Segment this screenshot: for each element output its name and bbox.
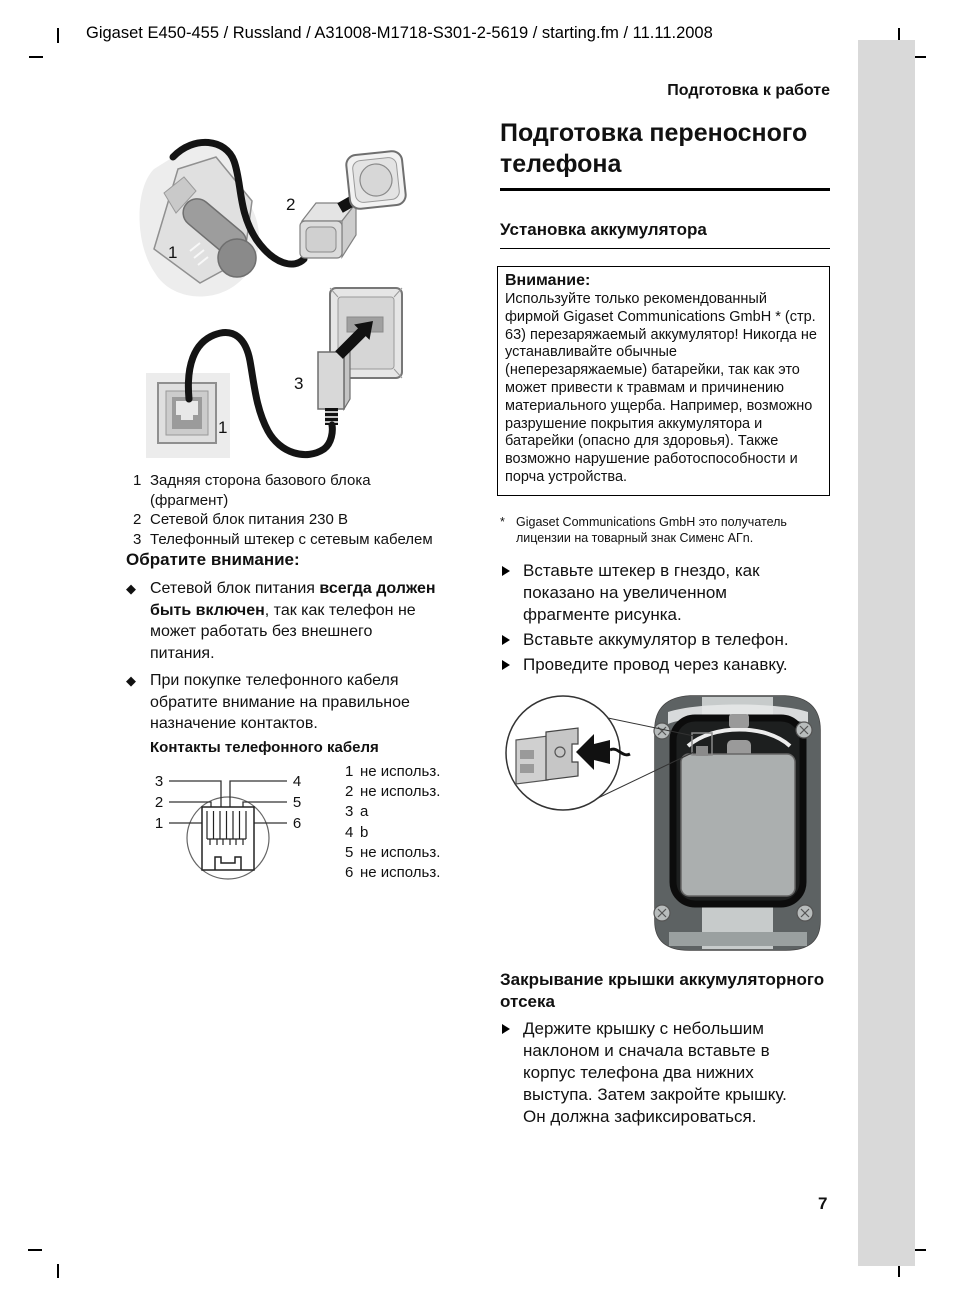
footnote-marker: * — [500, 515, 505, 529]
running-head: Подготовка к работе — [667, 82, 830, 99]
figure-label-base: 1 — [168, 243, 178, 262]
figure-label-adapter: 2 — [286, 195, 296, 214]
pin-label: 6 — [292, 815, 302, 832]
caption-text: Задняя сторона базового блока — [150, 472, 371, 489]
crop-mark — [57, 28, 59, 43]
phone-plug — [318, 345, 350, 425]
page-title: Подготовка переносного телефона — [500, 118, 830, 191]
legend-row — [345, 762, 460, 782]
closing-heading: Закрывание крышки аккумуляторного отсека — [500, 970, 825, 1011]
legend-text: не использ. — [360, 783, 441, 801]
note-text: , так как телефон не может работать без внешнего питания. — [150, 601, 416, 662]
footnote-text: Gigaset Communications GmbH это получатель лицензии на товарный знак Сименс АГn. — [516, 515, 787, 545]
legend-row — [345, 843, 460, 863]
caption-number: 2 — [133, 511, 142, 529]
pin-section-heading: Контакты телефонного кабеля — [150, 739, 379, 756]
figure-label-jack: 1 — [218, 418, 228, 437]
legend-text: не использ. — [360, 763, 441, 780]
warning-text: Используйте только рекомендованный фирмой Gigaset Communications GmbH * (стр. 63) перезаряжаемый аккумулятор! Никогда не устанавливайте обычные (неперезаряжаемые) батарейки, так как это может привести к травмам и причинению материального ущерба. Например, возможно разрушение покрытия аккумулятора и батарейки (опасно для здоровья). Также возможно нарушение работоспособности и порча устройства. — [505, 291, 817, 485]
note-text: При покупке телефонного кабеля обратите внимание на правильное назначение контактов. — [150, 672, 410, 732]
legend-row — [345, 863, 460, 883]
caption-number: 3 — [133, 530, 142, 548]
note-text: Сетевой блок питания — [150, 580, 320, 597]
triangle-bullet-icon — [502, 635, 510, 645]
caption-number: 1 — [133, 472, 142, 489]
warning-title: Внимание: — [505, 272, 591, 289]
pin-legend — [345, 762, 460, 883]
connection-figure-svg — [126, 131, 456, 469]
legend-row — [345, 782, 460, 802]
crop-mark — [29, 56, 43, 58]
legend-num: 5 — [345, 843, 354, 861]
caption-text: Телефонный штекер с сетевым кабелем — [150, 530, 433, 548]
rj-jack — [202, 807, 254, 870]
base-station-fragment — [139, 142, 304, 296]
legend-num: 4 — [345, 823, 354, 841]
power-adapter — [300, 203, 356, 258]
section-heading: Установка аккумулятора — [500, 220, 830, 249]
document-info-header: Gigaset E450-455 / Russland / A31008-M1718-S301-2-5619 / starting.fm / 11.11.2008 — [86, 24, 713, 42]
instruction-item — [500, 629, 833, 651]
instruction-text: Вставьте аккумулятор в телефон. — [523, 630, 789, 649]
note-bullet — [126, 670, 456, 735]
pin-label: 3 — [154, 773, 164, 790]
connection-figure — [126, 131, 456, 469]
caption-item — [133, 510, 455, 530]
closing-text: Держите крышку с небольшим наклоном и сначала вставьте в корпус телефона два нижних выступа. Затем закройте крышку. Он должна зафиксироваться. — [523, 1019, 787, 1126]
caption-text: Сетевой блок питания 230 В — [150, 511, 349, 529]
instruction-item — [500, 560, 833, 626]
pin-label: 1 — [154, 815, 164, 832]
instruction-text: Вставьте штекер в гнездо, как показано на увеличенном фрагменте рисунка. — [523, 561, 760, 624]
footnote — [500, 514, 832, 546]
margin-gray-bar — [858, 40, 915, 1266]
legend-num: 6 — [345, 864, 354, 882]
legend-text: не использ. — [360, 864, 441, 882]
page-number: 7 — [818, 1194, 828, 1213]
mains-socket — [345, 150, 406, 210]
note-heading: Обратите внимание: — [126, 550, 300, 569]
pinout-svg — [135, 763, 340, 893]
battery — [681, 754, 795, 896]
figure-caption-list — [133, 471, 455, 549]
figure-label-plug: 3 — [294, 374, 304, 393]
crop-mark — [28, 1249, 42, 1251]
legend-text: b — [360, 823, 369, 841]
battery-figure-svg — [498, 688, 833, 962]
diamond-bullet-icon: ◆ — [126, 673, 136, 688]
legend-row — [345, 823, 460, 843]
legend-num: 1 — [345, 763, 354, 780]
legend-num: 2 — [345, 783, 354, 801]
note-bullet-list — [126, 578, 456, 741]
legend-text: не использ. — [360, 843, 441, 861]
warning-box — [497, 266, 830, 496]
cable-break — [260, 449, 269, 459]
battery-compartment-figure — [498, 688, 833, 962]
note-text-bold: всегда должен быть включен — [150, 580, 436, 619]
note-bullet — [126, 578, 456, 664]
instruction-item — [500, 654, 833, 676]
pin-label: 5 — [292, 794, 302, 811]
legend-num: 3 — [345, 803, 354, 821]
caption-item — [133, 530, 455, 550]
triangle-bullet-icon — [502, 566, 510, 576]
caption-text: (фрагмент) — [150, 491, 229, 509]
pin-label: 4 — [292, 773, 302, 790]
instruction-list — [500, 560, 833, 679]
triangle-bullet-icon — [502, 1024, 510, 1034]
instruction-text: Проведите провод через канавку. — [523, 655, 788, 674]
pinout-diagram — [135, 763, 340, 893]
closing-instruction — [500, 1018, 833, 1128]
legend-text: a — [360, 803, 369, 821]
pin-label: 2 — [154, 794, 164, 811]
triangle-bullet-icon — [502, 660, 510, 670]
crop-mark — [57, 1264, 59, 1278]
battery-compartment — [673, 714, 803, 904]
legend-row — [345, 802, 460, 822]
caption-item — [133, 471, 455, 510]
connector-inset — [506, 696, 630, 810]
diamond-bullet-icon: ◆ — [126, 581, 136, 596]
